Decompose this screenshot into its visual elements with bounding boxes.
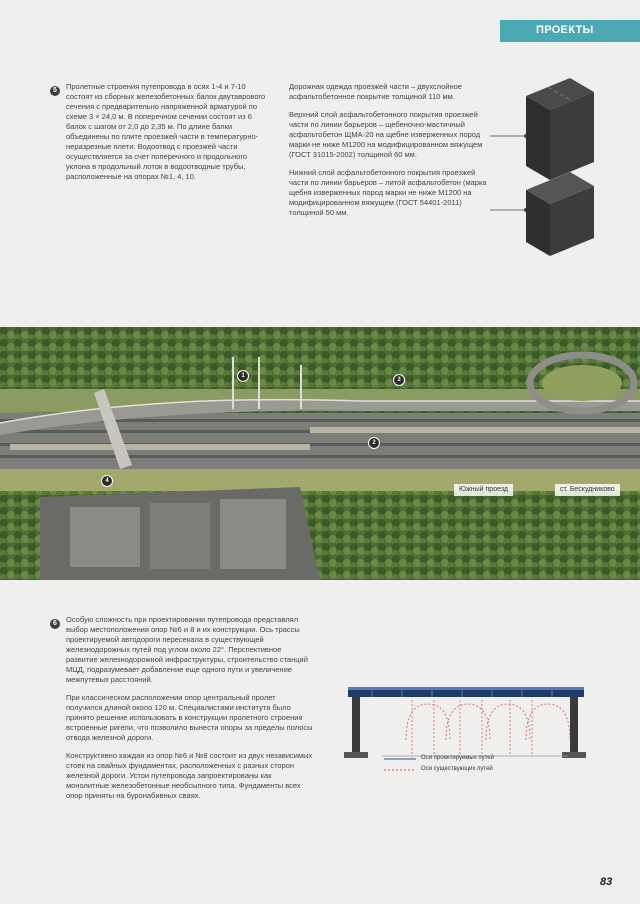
pavement-text-left	[66, 82, 271, 190]
paragraph: Пролетные строения путепровода в осях 1-4 и 7-10 состоят из сборных железобетонных балок двутаврового сечения с предварительно напряженной арматурой по схеме 3 × 24,0 м. В поперечном сечении состоят из 6 балок с шагом от 2,0 до 2,35 м. По длине балки объединены по плите проезжей части в температурно-неразрезные плети. Водоотвод с проезжей части осуществляется за счет поперечного и продольного уклона в продольный лоток в водоотводные трубы, расположенные на опорах №1, 4, 10.	[66, 82, 266, 181]
map-marker: 1	[237, 370, 249, 382]
paragraph: Нижний слой асфальтобетонного покрытия проезжей части по линии барьеров – литой асфальтобетон (марка щебня изверженных пород марки не ниже М1200 на модифицированном вяжущем (ГОСТ 54401-2011) толщиной 50 мм.	[289, 168, 487, 217]
paragraph: Дорожная одежда проезжей части – двухслойное асфальтобетонное покрытие толщиной 110 мм.	[289, 82, 462, 101]
paragraph: Особую сложность при проектировании путепровода представлял выбор местоположения опор №6 и 8 и их конструкции. Ось трассы проектируемой автодороги пересекала в существующей железнодорожных путей под углом около 22°. Перспективное развитие железнодорожной инфраструктуры, строительство станций МЦД, подразумевает добавление еще одного пути и увеличение межпутевых расстояний.	[66, 615, 308, 684]
road-label: Южный проезд	[454, 484, 513, 496]
map-marker: 2	[368, 437, 380, 449]
aerial-rendering	[0, 327, 640, 580]
section-tag	[500, 20, 640, 42]
paragraph: Верхний слой асфальтобетонного покрытия проезжей части по линии барьеров – щебеночно-мастичный асфальтобетон ЩМА-20 на щебне изверженных пород марки не ниже М1200 на модифицированном вяжущем (ГОСТ 31015-2002) толщиной 60 мм.	[289, 110, 483, 159]
paragraph: При классическом расположении опор центральный пролет получился длиной около 120 м. Специалистами института было принято решение использовать в конструкции пролетного строения встроенные ригели, что позволило вынести опоры за пределы полосы отвода железной дороги.	[66, 693, 313, 742]
legend-swatches	[382, 756, 418, 774]
paragraph: Конструктивно каждая из опор №6 и №8 состоит из двух независимых стоек на свайных фундаментах, расположенных с разных сторон железной дороги. Устои путепровода запроектированы как монолитные железобетонные необсыпного типа. Фундаменты всех опор приняты на буронабивных сваях.	[66, 751, 313, 800]
bullet-number: 5	[50, 86, 60, 96]
road-label: ст. Бескудниково	[555, 484, 620, 496]
bridge-elevation-drawing	[342, 680, 604, 766]
page-number: 83	[600, 876, 613, 888]
section-title: ПРОЕКТЫ	[536, 24, 594, 36]
legend-label: Оси проектируемых путей	[421, 755, 494, 761]
map-marker: 3	[393, 374, 405, 386]
supports-text	[66, 615, 314, 809]
map-marker: 4	[101, 475, 113, 487]
pavement-layers-illustration	[460, 72, 600, 262]
legend-label: Оси существующих путей	[421, 766, 493, 772]
bullet-number: 6	[50, 619, 60, 629]
